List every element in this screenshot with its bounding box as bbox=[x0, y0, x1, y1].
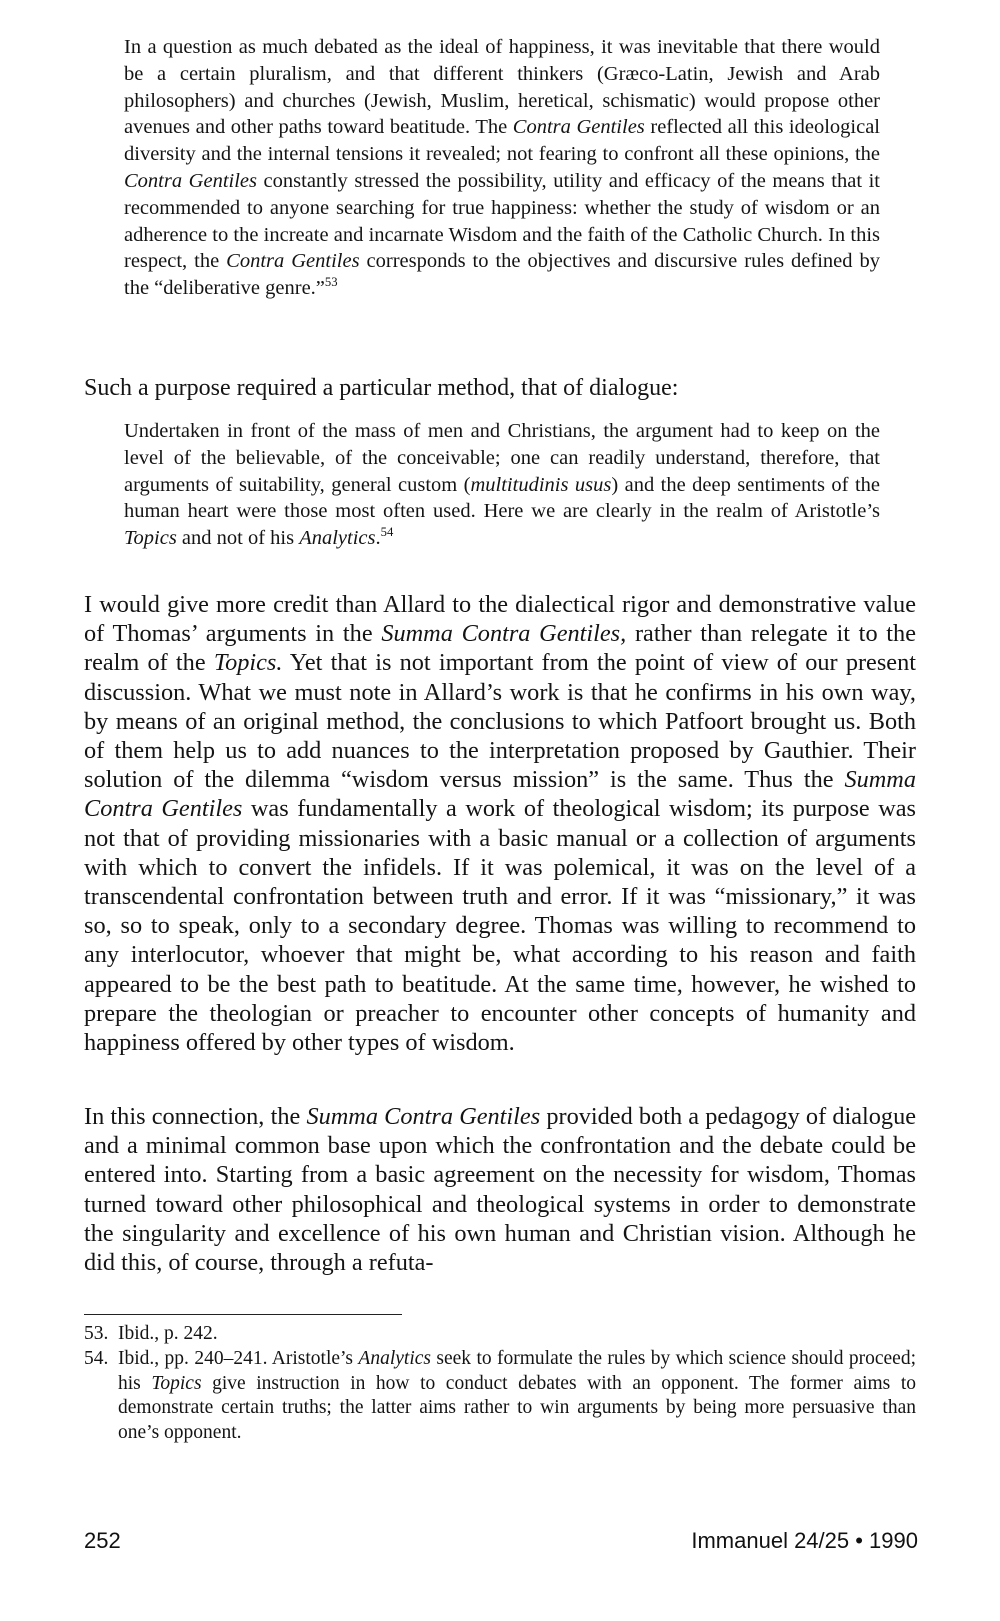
footnote-ref-53: 53 bbox=[324, 274, 338, 289]
body-paragraph-1 bbox=[84, 590, 916, 1057]
footnote-text: Ibid., p. 242. bbox=[118, 1323, 218, 1344]
text-span: reflected all this ideological diversity and the internal tensions it revealed; not fearing to confront all these opinions, the bbox=[124, 116, 880, 166]
body-paragraph-2 bbox=[84, 1102, 916, 1277]
text-span: Yet that is not important from the point of view of our present discussion. What we must note in Allard’s work is that he confirms in his own way, by means of an original method, the conclusions to which Patfoort brought us. Both of them help us to add nuances to the interpretation proposed by Gauthier. Their solution of the dilemma “wisdom versus mission” is the same. Thus the bbox=[84, 649, 916, 794]
italic-title: Contra Gentiles bbox=[124, 169, 257, 192]
footnote-number: 54. bbox=[84, 1347, 109, 1369]
text-span: seek to formulate the rules by which science should proceed; his bbox=[118, 1347, 916, 1394]
text-span: ) and the deep sentiments of the human heart were those most often used. Here we are clearly in the realm of Aristotle’s bbox=[124, 473, 880, 523]
footnote-number: 53. bbox=[84, 1323, 109, 1344]
text-span: corresponds to the objectives and discursive rules defined by the “deliberative genre.” bbox=[124, 250, 881, 300]
text-span: . bbox=[375, 527, 381, 550]
text-span: was fundamentally a work of theological wisdom; its purpose was not that of providing missionaries with a basic manual or a collection of arguments with which to convert the infidels. If it was polemical, it was on the level of a transcendental confrontation between truth and error. If it was “missionary,” it was so, so to speak, only to a secondary degree. Thomas was willing to recommend to any interlocutor, whoever that might be, what according to his reason and faith appeared to be the best path to beatitude. At the same time, however, he wished to prepare the theologian or preacher to encounter other concepts of humanity and happiness offered by other types of wisdom. bbox=[84, 795, 916, 1057]
text-span: and not of his bbox=[176, 527, 300, 550]
footnote-divider bbox=[84, 1314, 402, 1315]
italic-title: Topics bbox=[124, 527, 177, 550]
text-span: give instruction in how to conduct debates with an opponent. The former aims to demonstrate certain truths; the latter aims rather to win arguments by being more persuasive than one’s opponent. bbox=[118, 1372, 916, 1444]
text-span: I would give more credit than Allard to the dialectical rigor and demonstrative value of Thomas’ arguments in the bbox=[84, 591, 916, 648]
footnote-53 bbox=[84, 1322, 916, 1347]
italic-title: Analytics bbox=[358, 1347, 431, 1369]
italic-title: Analytics bbox=[299, 527, 376, 550]
footnote-ref-54: 54 bbox=[380, 524, 394, 539]
text-span: constantly stressed the possibility, utility and efficacy of the means that it recommended to anyone searching for true happiness: whether the study of wisdom or an adherence to the increate and incarnate Wisdom and the faith of the Catholic Church. In this respect, the bbox=[124, 169, 880, 273]
block-quote-1 bbox=[124, 34, 880, 302]
italic-title: Contra Gentiles bbox=[226, 250, 360, 273]
italic-title: Contra Gentiles bbox=[512, 116, 645, 139]
journal-info: Immanuel 24/25 • 1990 bbox=[691, 1528, 918, 1553]
italic-title: Summa Contra Gentiles bbox=[306, 1103, 541, 1130]
text-span: In a question as much debated as the ideal of happiness, it was inevitable that there would be a certain pluralism, and that different thinkers (Græco-Latin, Jewish and Arab philosophers) and churches (Jewish, Muslim, heretical, schismatic) would propose other avenues and other paths toward beatitude. The bbox=[124, 36, 880, 139]
footnote-text bbox=[118, 1347, 916, 1446]
text-span: Ibid., pp. 240–241. Aristotle’s bbox=[118, 1347, 359, 1369]
text-span: provided both a pedagogy of dialogue and a minimal common base upon which the confrontation and the debate could be entered into. Starting from a basic agreement on the necessity for wisdom, Thomas turned toward other philosophical and theological systems in order to demonstrate the singularity and excellence of his own human and Christian vision. Although he did this, of course, through a refuta- bbox=[84, 1103, 917, 1277]
lead-sentence: Such a purpose required a particular method, that of dialogue: bbox=[84, 375, 679, 401]
page-number: 252 bbox=[84, 1528, 121, 1553]
italic-term: multitudinis usus bbox=[470, 473, 612, 496]
footnotes bbox=[84, 1322, 916, 1446]
text-span: In this connection, the bbox=[84, 1103, 307, 1130]
italic-title: Summa Contra Gentiles, bbox=[381, 620, 627, 648]
text-span: Undertaken in front of the mass of men and Christians, the argument had to keep on the level of the believable, of the conceivable; one can readily understand, therefore, that arguments of suitability, general custom ( bbox=[124, 420, 880, 496]
footnote-54 bbox=[84, 1347, 916, 1446]
italic-title: Topics. bbox=[213, 649, 283, 677]
block-quote-2 bbox=[124, 418, 880, 552]
italic-title: Topics bbox=[151, 1372, 202, 1394]
italic-title: Summa Contra Gentiles bbox=[84, 766, 916, 823]
text-span: rather than relegate it to the realm of the bbox=[84, 620, 916, 677]
